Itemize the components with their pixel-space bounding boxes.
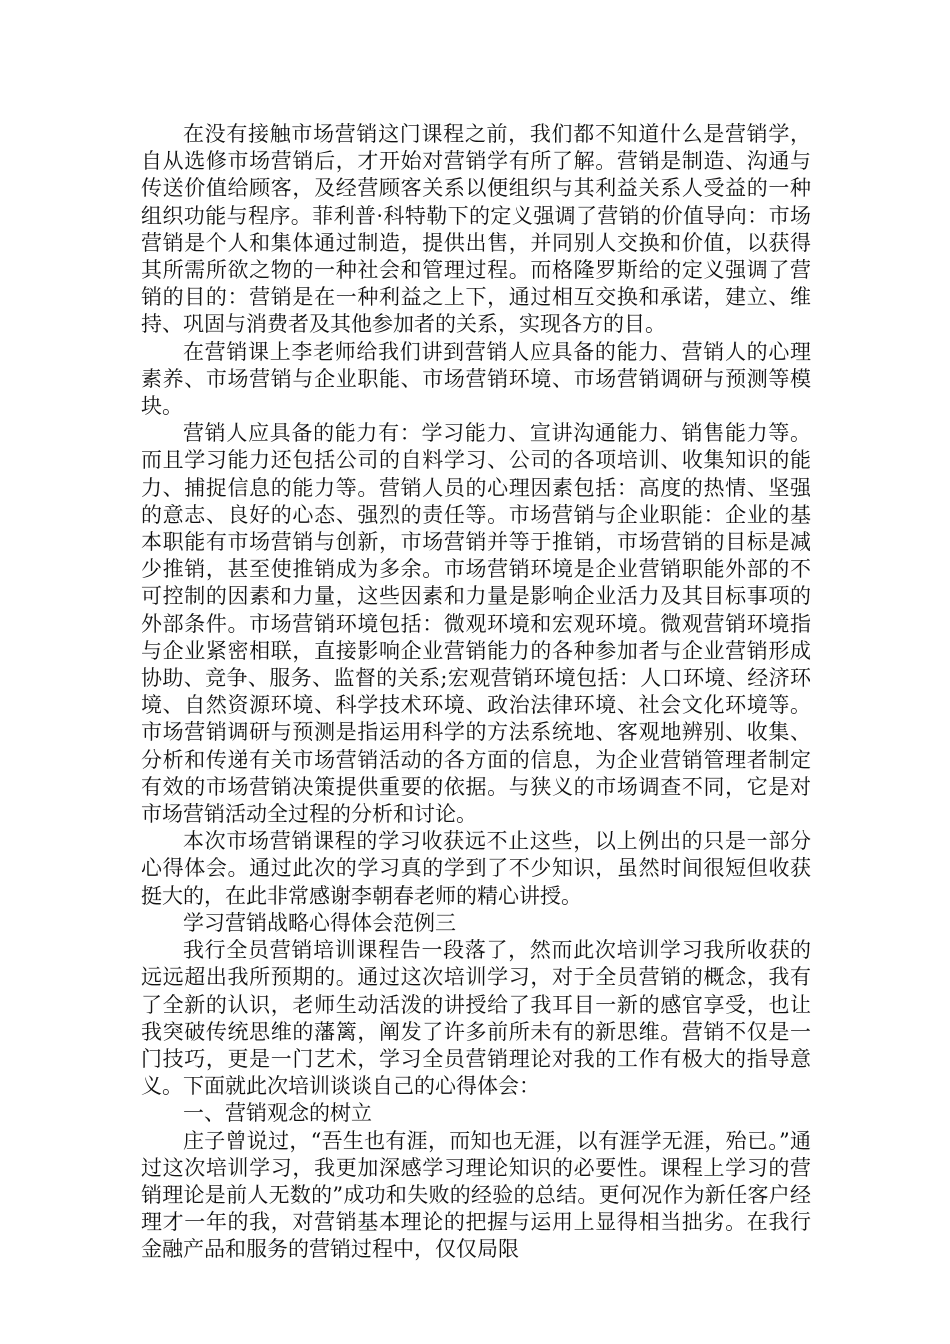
paragraph-summary: 本次市场营销课程的学习收获远不止这些，以上例出的只是一部分心得体会。通过此次的学习真的学到了不少知识，虽然时间很短但收获挺大的，在此非常感谢李朝春老师的精心讲授。 <box>141 829 811 908</box>
paragraph-zhuangzi: 庄子曾说过，“吾生也有涯，而知也无涯，以有涯学无涯，殆已。”通过这次培训学习，我更加深感学习理论知识的必要性。课程上学习的营销理论是前人无数的”成功和失败的经验的总结。更何况作为新任客户经理才一年的我，对营销基本理论的把握与运用上显得相当拙劣。在我行金融产品和服务的营销过程中，仅仅局限 <box>141 1128 811 1262</box>
paragraph-abilities: 营销人应具备的能力有：学习能力、宣讲沟通能力、销售能力等。而且学习能力还包括公司的自料学习、公司的各项培训、收集知识的能力、捕捉信息的能力等。营销人员的心理因素包括：高度的热情、坚强的意志、良好的心态、强烈的责任等。市场营销与企业职能：企业的基本职能有市场营销与创新，市场营销并等于推销，市场营销的目标是减少推销，甚至使推销成为多余。市场营销环境是企业营销职能外部的不可控制的因素和力量，这些因素和力量是影响企业活力及其目标事项的外部条件。市场营销环境包括：微观环境和宏观环境。微观营销环境指与企业紧密相联，直接影响企业营销能力的各种参加者与企业营销形成协助、竞争、服务、监督的关系;宏观营销环境包括：人口环境、经济环境、自然资源环境、科学技术环境、政治法律环境、社会文化环境等。市场营销调研与预测是指运用科学的方法系统地、客观地辨别、收集、分析和传递有关市场营销活动的各方面的信息，为企业营销管理者制定有效的市场营销决策提供重要的依据。与狭义的市场调查不同，它是对市场营销活动全过程的分析和讨论。 <box>141 421 811 827</box>
paragraph-intro: 在没有接触市场营销这门课程之前，我们都不知道什么是营销学，自从选修市场营销后，才开始对营销学有所了解。营销是制造、沟通与传送价值给顾客，及经营顾客关系以便组织与其利益关系人受益的一种组织功能与程序。菲利普·科特勒下的定义强调了营销的价值导向：市场营销是个人和集体通过制造，提供出售，并同别人交换和价值，以获得其所需所欲之物的一种社会和管理过程。而格隆罗斯给的定义强调了营销的目的：营销是在一种利益之上下，通过相互交换和承诺，建立、维持、巩固与消费者及其他参加者的关系，实现各方的目。 <box>141 122 811 337</box>
paragraph-training: 我行全员营销培训课程告一段落了，然而此次培训学习我所收获的远远超出我所预期的。通过这次培训学习，对于全员营销的概念，我有了全新的认识，老师生动活泼的讲授给了我耳目一新的感官享受，也让我突破传统思维的藩篱，阐发了许多前所未有的新思维。营销不仅是一门技巧，更是一门艺术，学习全员营销理论对我的工作有极大的指导意义。下面就此次培训谈谈自己的心得体会： <box>141 938 811 1099</box>
document-body <box>141 121 811 1264</box>
section-heading-example-three: 学习营销战略心得体会范例三 <box>183 910 456 935</box>
subheading-marketing-concept: 一、营销观念的树立 <box>183 1101 372 1126</box>
paragraph-course-modules: 在营销课上李老师给我们讲到营销人应具备的能力、营销人的心理素养、市场营销与企业职能、市场营销环境、市场营销调研与预测等模块。 <box>141 339 811 419</box>
